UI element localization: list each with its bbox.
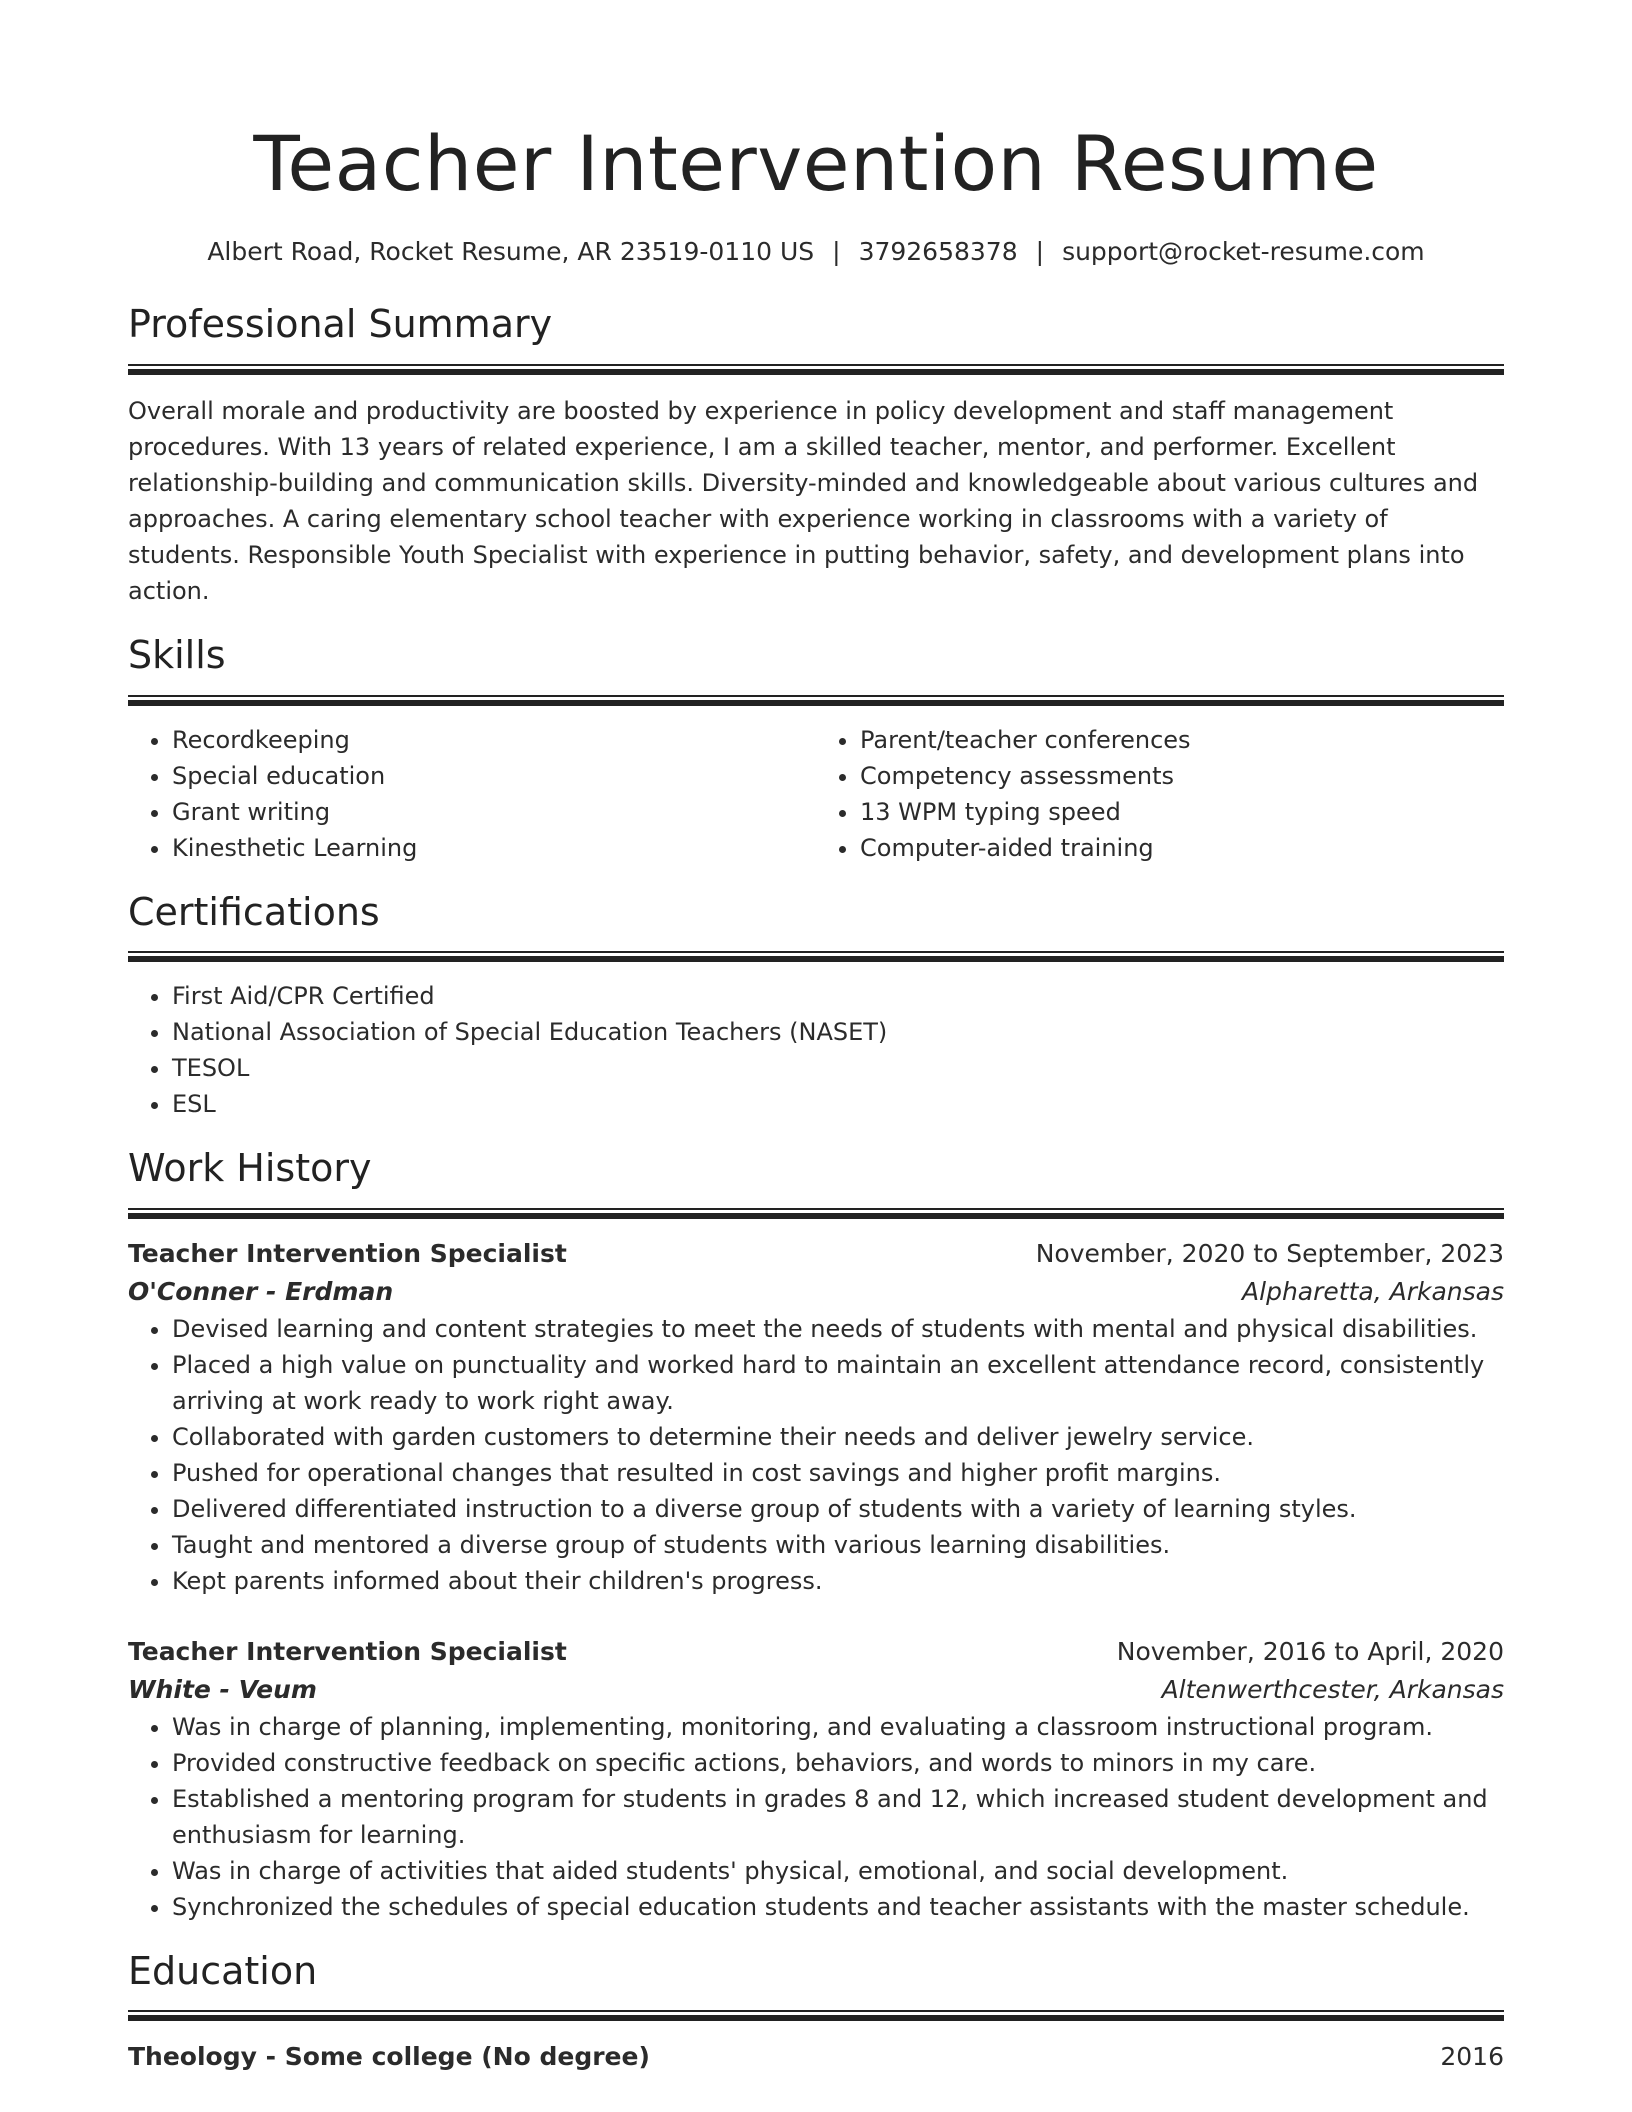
job-header	[128, 1235, 1504, 1273]
job-duty: • Devised learning and content strategies to meet the needs of students with mental and physical disabilities.	[172, 1311, 1504, 1347]
job-duties	[128, 1709, 1504, 1925]
job-subheader	[128, 1273, 1504, 1311]
job-entry	[128, 1633, 1504, 1925]
job-duty: • Established a mentoring program for students in grades 8 and 12, which increased student development and enthusiasm for learning.	[172, 1781, 1504, 1853]
skill-item: • Kinesthetic Learning	[172, 830, 816, 866]
job-duty: • Synchronized the schedules of special education students and teacher assistants with the master schedule.	[172, 1889, 1504, 1925]
job-duty: • Was in charge of planning, implementing, monitoring, and evaluating a classroom instructional program.	[172, 1709, 1504, 1745]
skill-item: • Grant writing	[172, 794, 816, 830]
skill-item: • Special education	[172, 758, 816, 794]
section-divider	[128, 1208, 1504, 1219]
job-duties	[128, 1311, 1504, 1599]
contact-line	[128, 237, 1504, 266]
education-section	[128, 1949, 1504, 2076]
job-company: White - Veum	[128, 1674, 317, 1704]
job-dates: November, 2016 to April, 2020	[1116, 1636, 1504, 1666]
job-duty: • Taught and mentored a diverse group of students with various learning disabilities.	[172, 1527, 1504, 1563]
skills-heading: Skills	[128, 632, 226, 677]
job-entry	[128, 1235, 1504, 1599]
certification-item: • ESL	[172, 1086, 1504, 1122]
section-divider	[128, 2010, 1504, 2021]
skill-item: • 13 WPM typing speed	[860, 794, 1504, 830]
certifications-section	[128, 890, 1504, 1123]
contact-address: Albert Road, Rocket Resume, AR 23519-0110 US	[207, 237, 815, 267]
summary-heading: Professional Summary	[128, 302, 553, 347]
work-history-section	[128, 1146, 1504, 1925]
job-duty: • Pushed for operational changes that resulted in cost savings and higher profit margins.	[172, 1455, 1504, 1491]
section-divider	[128, 695, 1504, 706]
contact-separator: |	[832, 237, 841, 267]
job-dates: November, 2020 to September, 2023	[1035, 1238, 1504, 1268]
contact-email: support@rocket-resume.com	[1062, 237, 1425, 267]
resume-title: Teacher Intervention Resume	[253, 119, 1379, 208]
job-duty: • Delivered differentiated instruction to a diverse group of students with a variety of learning styles.	[172, 1491, 1504, 1527]
certifications-heading: Certifications	[128, 889, 380, 934]
section-divider	[128, 364, 1504, 375]
skill-item: • Computer-aided training	[860, 830, 1504, 866]
job-duty: • Provided constructive feedback on specific actions, behaviors, and words to minors in my care.	[172, 1745, 1504, 1781]
job-duty: • Kept parents informed about their children's progress.	[172, 1563, 1504, 1599]
section-divider	[128, 951, 1504, 962]
skills-list-right	[816, 722, 1504, 866]
job-title: Teacher Intervention Specialist	[128, 1238, 567, 1268]
contact-phone: 3792658378	[858, 237, 1018, 267]
job-duty: • Collaborated with garden customers to determine their needs and deliver jewelry service.	[172, 1419, 1504, 1455]
job-duty: • Placed a high value on punctuality and worked hard to maintain an excellent attendance record, consistently arriving at work ready to work right away.	[172, 1347, 1504, 1419]
work-history-heading: Work History	[128, 1146, 372, 1191]
education-degree: Theology - Some college (No degree)	[128, 2042, 650, 2072]
skill-item: • Recordkeeping	[172, 722, 816, 758]
certification-item: • National Association of Special Education Teachers (NASET)	[172, 1014, 1504, 1050]
job-location: Altenwerthcester, Arkansas	[1161, 1674, 1504, 1704]
job-title: Teacher Intervention Specialist	[128, 1636, 567, 1666]
education-year: 2016	[1440, 2042, 1504, 2072]
skill-item: • Competency assessments	[860, 758, 1504, 794]
job-location: Alpharetta, Arkansas	[1242, 1276, 1504, 1306]
summary-text: Overall morale and productivity are boosted by experience in policy development and staff management procedures. With 13 years of related experience, I am a skilled teacher, mentor, and performer. Excellent relationship-building and communication skills. Diversity-minded and knowledgeable about various cultures and approaches. A caring elementary school teacher with experience working in classrooms with a variety of students. Responsible Youth Specialist with experience in putting behavior, safety, and development plans into action.	[128, 396, 1479, 605]
job-header	[128, 1633, 1504, 1671]
certifications-list	[128, 978, 1504, 1122]
certification-item: • TESOL	[172, 1050, 1504, 1086]
summary-section	[128, 302, 1504, 609]
education-entry	[128, 2039, 1504, 2075]
skills-list-left	[128, 722, 816, 866]
job-duty: • Was in charge of activities that aided students' physical, emotional, and social development.	[172, 1853, 1504, 1889]
skills-grid	[128, 722, 1504, 866]
contact-separator: |	[1035, 237, 1045, 267]
education-heading: Education	[128, 1948, 318, 1993]
job-company: O'Conner - Erdman	[128, 1276, 394, 1306]
skills-section	[128, 633, 1504, 866]
certification-item: • First Aid/CPR Certified	[172, 978, 1504, 1014]
job-subheader	[128, 1671, 1504, 1709]
skill-item: • Parent/teacher conferences	[860, 722, 1504, 758]
